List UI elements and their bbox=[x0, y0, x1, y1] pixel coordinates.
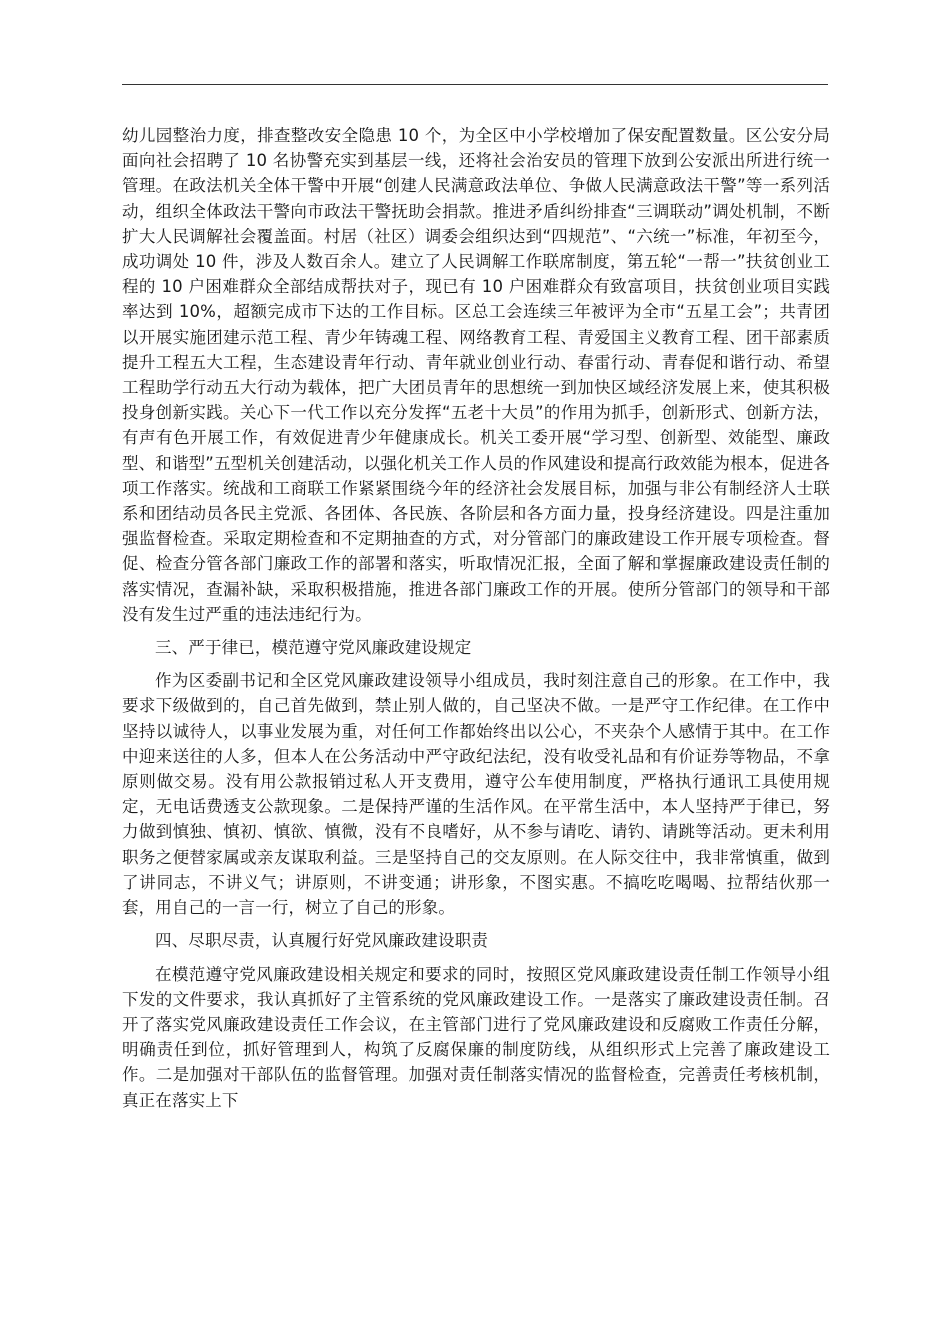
document-body bbox=[122, 123, 830, 1113]
body-paragraph: 在模范遵守党风廉政建设相关规定和要求的同时，按照区党风廉政建设责任制工作领导小组下发的文件要求，我认真抓好了主管系统的党风廉政建设工作。一是落实了廉政建设责任制。召开了落实党风廉政建设责任工作会议，在主管部门进行了党风廉政建设和反腐败工作责任分解，明确责任到位，抓好管理到人，构筑了反腐保廉的制度防线，从组织形式上完善了廉政建设工作。二是加强对干部队伍的监督管理。加强对责任制落实情况的监督检查，完善责任考核机制，真正在落实上下 bbox=[122, 964, 830, 1110]
section-heading: 三、严于律已，模范遵守党风廉政建设规定 bbox=[155, 638, 472, 658]
body-paragraph: 作为区委副书记和全区党风廉政建设领导小组成员，我时刻注意自己的形象。在工作中，我要求下级做到的，自己首先做到，禁止别人做的，自己坚决不做。一是严守工作纪律。在工作中坚持以诚待人，以事业发展为重，对任何工作都始终出以公心，不夹杂个人感情于其中。在工作中迎来送往的人多，但本人在公务活动中严守政纪法纪，没有收受礼品和有价证券等物品，不拿原则做交易。没有用公款报销过私人开支费用，遵守公车使用制度，严格执行通讯工具使用规定，无电话费透支公款现象。二是保持严谨的生活作风。在平常生活中，本人坚持严于律已，努力做到慎独、慎初、慎欲、慎微，没有不良嗜好，从不参与请吃、请钓、请跳等活动。更未利用职务之便替家属或亲友谋取利益。三是坚持自己的交友原则。在人际交往中，我非常慎重，做到了讲同志，不讲义气；讲原则，不讲变通；讲形象，不图实惠。不搞吃吃喝喝、拉帮结伙那一套，用自己的一言一行，树立了自己的形象。 bbox=[122, 671, 830, 918]
body-paragraph: 幼儿园整治力度，排查整改安全隐患 10 个，为全区中小学校增加了保安配置数量。区公安分局面向社会招聘了 10 名协警充实到基层一线，还将社会治安员的管理下放到公安派出所进行统一管理。在政法机关全体干警中开展“创建人民满意政法单位、争做人民满意政法干警”等一系列活动，组织全体政法干警向市政法干警抚助会捐款。推进矛盾纠纷排查“三调联动”调处机制，不断扩大人民调解社会覆盖面。村居（社区）调委会组织达到“四规范”、“六统一”标准，年初至今，成功调处 10 件，涉及人数百余人。建立了人民调解工作联席制度，第五轮“一帮一”扶贫创业工程的 10 户困难群众全部结成帮扶对子，现已有 10 户困难群众有致富项目，扶贫创业项目实践率达到 10%，超额完成市下达的工作目标。区总工会连续三年被评为全市“五星工会”；共青团以开展实施团建示范工程、青少年铸魂工程、网络教育工程、青爱国主义教育工程、团干部素质提升工程五大工程，生态建设青年行动、青年就业创业行动、春雷行动、青春促和谐行动、希望工程助学行动五大行动为载体，把广大团员青年的思想统一到加快区域经济发展上来，使其积极投身创新实践。关心下一代工作以充分发挥“五老十大员”的作用为抓手，创新形式、创新方法，有声有色开展工作，有效促进青少年健康成长。机关工委开展“学习型、创新型、效能型、廉政型、和谐型”五型机关创建活动，以强化机关工作人员的作风建设和提高行政效能为根本，促进各项工作落实。统战和工商联工作紧紧围绕今年的经济社会发展目标，加强与非公有制经济人士联系和团结动员各民主党派、各团体、各民族、各阶层和各方面力量，投身经济建设。四是注重加强监督检查。采取定期检查和不定期抽查的方式，对分管部门的廉政建设工作开展专项检查。督促、检查分管各部门廉政工作的部署和落实，听取情况汇报，全面了解和掌握廉政建设责任制的落实情况，查漏补缺，采取积极措施，推进各部门廉政工作的开展。使所分管部门的领导和干部没有发生过严重的违法违纪行为。 bbox=[122, 126, 830, 624]
header-divider bbox=[122, 84, 828, 85]
section-heading: 四、尽职尽责，认真履行好党风廉政建设职责 bbox=[155, 931, 488, 951]
